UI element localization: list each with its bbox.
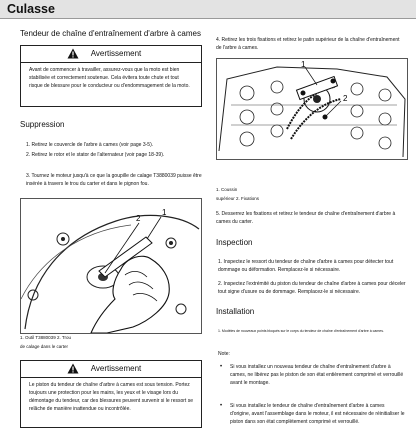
inspection-heading: Inspection: [216, 238, 253, 247]
inspection-item-1: 1. Inspectez le ressort du tendeur de chaîne d'arbre à cames pour détecter tout dommage ou déformation. Remplacez-le si nécessaire.: [218, 259, 394, 273]
removal-heading: Suppression: [20, 120, 65, 129]
step-5: 5. Desserrez les fixations et retirez le tendeur de chaîne d'entraînement d'arbre à cames du carter.: [216, 211, 396, 225]
warning-label-2: Avertissement: [90, 364, 142, 373]
note-label: Note:: [218, 351, 230, 357]
installation-heading: Installation: [216, 307, 255, 316]
warning-text-2: Le piston du tendeur de chaîne d'arbre à cames est sous tension. Portez toujours une protection pour les mains, les yeux et le visage lors du démontage du tendeur, car des blessures peuvent survenir si le ressort se relâche de manière inattendue ou incontrôlée.: [29, 382, 193, 412]
page-title: Culasse: [7, 2, 55, 16]
figure-1-label-2: 2: [136, 214, 141, 223]
figure-1-caption-line-1: 1. Outil T3880039 2. Trou: [20, 335, 71, 340]
warning-label-1: Avertissement: [90, 49, 142, 58]
inspection-item-2: 2. Inspectez l'extrémité du piston du tendeur de chaîne d'arbre à cames pour déceler tout signe d'usure ou de dommage. Remplacez-le si nécessaire.: [218, 281, 406, 295]
figure-2-caption-line-1: 1. Coussin: [216, 187, 238, 192]
installation-item-1: 1. Modèles de nouveaux points bloqués sur le corps du tendeur de chaîne d'entraînement d'arbre à cames.: [218, 329, 384, 333]
warning-header-2: [21, 361, 201, 378]
warning-header-1: [21, 46, 201, 63]
figure-1: [20, 198, 202, 334]
note-item-2: [220, 402, 406, 426]
warning-box-2: [20, 360, 202, 428]
figure-2-drawing: [217, 59, 407, 159]
bullet-icon: •: [220, 403, 223, 409]
warning-text-1: Avant de commencer à travailler, assurez-vous que la moto est bien stabilisée et correctement soutenue. Cela évitera toute chute et tout risque de blessure pour le conducteur ou d'endommagement de la moto.: [29, 67, 190, 89]
step-1: 1. Retirez le couvercle de l'arbre à cames (voir page 3-5).: [26, 142, 154, 148]
header-bar: [0, 0, 416, 19]
figure-2-caption-line-2: supérieur 2. Fixations: [216, 196, 260, 201]
figure-2-label-2: 2: [343, 94, 348, 103]
warning-box-1: [20, 45, 202, 107]
step-4: 4. Retirez les trois fixations et retirez le patin supérieur de la chaîne d'entraînement de l'arbre à cames.: [216, 37, 400, 51]
figure-1-drawing: [21, 199, 201, 333]
figure-2-label-1: 1: [301, 60, 306, 69]
figure-2: [216, 58, 408, 160]
step-2: 2. Retirez le rotor et le stator de l'alternateur (voir page 18-39).: [26, 152, 165, 158]
note-item-1: [220, 363, 406, 387]
note-text-2: Si vous installez le tendeur de chaîne d'entraînement d'arbre à cames d'origine, avant l'assemblage dans le moteur, il est nécessaire de réinitialiser le piston dans son état complètement comprimé et verrouillé.: [230, 403, 405, 425]
figure-1-caption-line-2: de calage dans le carter: [20, 344, 69, 349]
note-text-1: Si vous installez un nouveau tendeur de chaîne d'entraînement d'arbre à cames, ne libérez pas le piston de son état entièrement comprimé et verrouillé avant le montage.: [230, 364, 404, 386]
bullet-icon: •: [220, 364, 223, 370]
step-3: 3. Tournez le moteur jusqu'à ce que la goupille de calage T3880039 puisse être insérée à travers le trou du carter et dans le pignon fou.: [26, 173, 202, 187]
section-title: Tendeur de chaîne d'entraînement d'arbre à cames: [20, 29, 201, 38]
figure-1-label-1: 1: [162, 208, 167, 217]
